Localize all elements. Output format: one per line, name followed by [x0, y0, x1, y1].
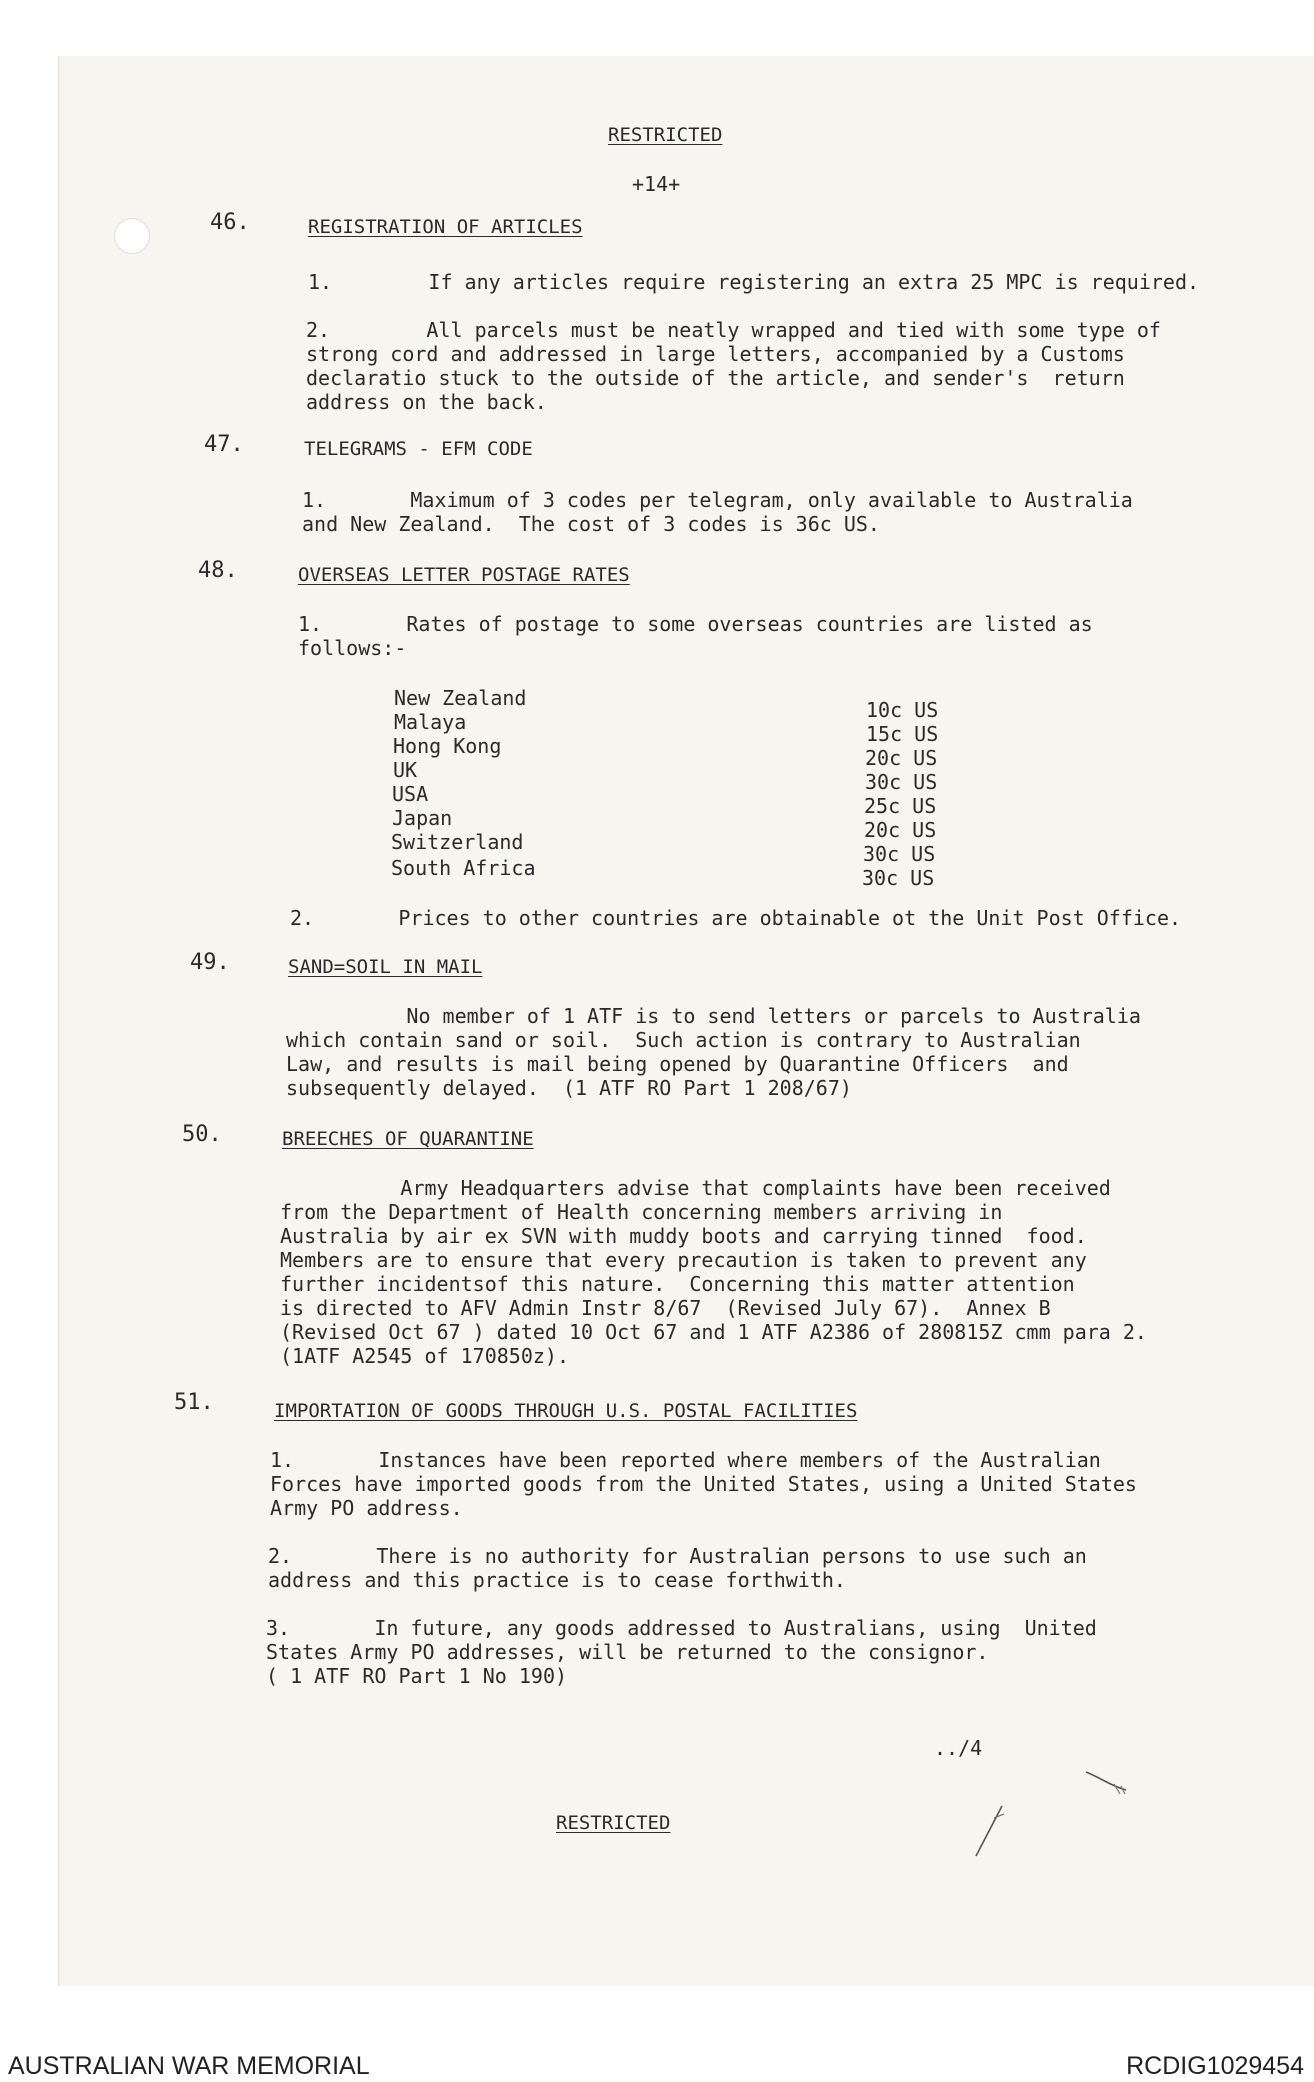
section-title-51: IMPORTATION OF GOODS THROUGH U.S. POSTAL FACILITIES — [274, 1400, 858, 1422]
section-number-50: 50. — [182, 1122, 222, 1147]
section-number-49: 49. — [190, 950, 230, 975]
para-46-2: 2. All parcels must be neatly wrapped and tied with some type of strong cord and addressed in large letters, accompanied by a Customs declaratio stuck to the outside of the article, and sender's return address on the back. — [306, 318, 1161, 414]
classification-header: RESTRICTED — [608, 124, 723, 146]
rate-value: 15c US — [866, 722, 939, 746]
rate-country: Switzerland — [391, 830, 524, 854]
classification-footer: RESTRICTED — [556, 1812, 671, 1834]
rate-value: 10c US — [866, 698, 939, 722]
rate-value: 25c US — [864, 794, 937, 818]
rate-value: 30c US — [863, 842, 936, 866]
section-title-50: BREECHES OF QUARANTINE — [282, 1128, 534, 1150]
para-49: No member of 1 ATF is to send letters or parcels to Australia which contain sand or soil. Such action is contrary to Australian Law, and results is mail being opened by Quarantine Officers and subsequently delayed. (1 ATF RO Part 1 208/67) — [286, 1004, 1141, 1100]
section-title-48: OVERSEAS LETTER POSTAGE RATES — [298, 564, 630, 586]
rate-value: 30c US — [865, 770, 938, 794]
para-51-3: 3. In future, any goods addressed to Australians, using United States Army PO addresses, will be returned to the consignor. ( 1 ATF RO Part 1 No 190) — [266, 1616, 1097, 1688]
rate-value: 20c US — [864, 818, 937, 842]
para-50: Army Headquarters advise that complaints have been received from the Department of Health concerning members arriving in Australia by air ex SVN with muddy boots and carrying tinned food. Members are to ensure that every precaution is taken to prevent any further incidentsof this nature. Concerning this matter attention is directed to AFV Admin Instr 8/67 (Revised July 67). Annex B (Revised Oct 67 ) dated 10 Oct 67 and 1 ATF A2386 of 280815Z cmm para 2. (1ATF A2545 of 170850z). — [280, 1176, 1147, 1368]
section-number-51: 51. — [174, 1390, 214, 1415]
continuation-marker: ../4 — [934, 1736, 983, 1760]
rate-country: USA — [392, 782, 429, 806]
para-46-1: 1. If any articles require registering an extra 25 MPC is required. — [308, 270, 1200, 294]
pen-mark — [966, 1760, 1146, 1880]
rate-value: 20c US — [865, 746, 938, 770]
para-48-1: 1. Rates of postage to some overseas countries are listed as follows:- — [298, 612, 1093, 660]
rate-country: New Zealand — [394, 686, 527, 710]
rate-value: 30c US — [862, 866, 935, 890]
section-title-46: REGISTRATION OF ARTICLES — [308, 216, 583, 238]
section-title-49: SAND=SOIL IN MAIL — [288, 956, 483, 978]
rate-country: Hong Kong — [393, 734, 502, 758]
section-title-47: TELEGRAMS - EFM CODE — [304, 438, 533, 460]
section-number-47: 47. — [204, 432, 244, 457]
rate-country: Malaya — [394, 710, 467, 734]
rate-country: UK — [393, 758, 418, 782]
para-51-2: 2. There is no authority for Australian persons to use such an address and this practice is to cease forthwith. — [268, 1544, 1087, 1592]
para-51-1: 1. Instances have been reported where members of the Australian Forces have imported goods from the United States, using a United States Army PO address. — [270, 1448, 1137, 1520]
page-number: +14+ — [632, 172, 681, 196]
para-48-2: 2. Prices to other countries are obtainable ot the Unit Post Office. — [290, 906, 1182, 930]
section-number-48: 48. — [198, 558, 238, 583]
rate-country: Japan — [392, 806, 453, 830]
punch-hole — [114, 218, 150, 254]
para-47-1: 1. Maximum of 3 codes per telegram, only available to Australia and New Zealand. The cost of 3 codes is 36c US. — [302, 488, 1133, 536]
archive-watermark-right: RCDIG1029454 — [1126, 2052, 1304, 2080]
section-number-46: 46. — [210, 210, 250, 235]
rate-country: South Africa — [391, 856, 536, 880]
archive-watermark-left: AUSTRALIAN WAR MEMORIAL — [8, 2052, 370, 2080]
